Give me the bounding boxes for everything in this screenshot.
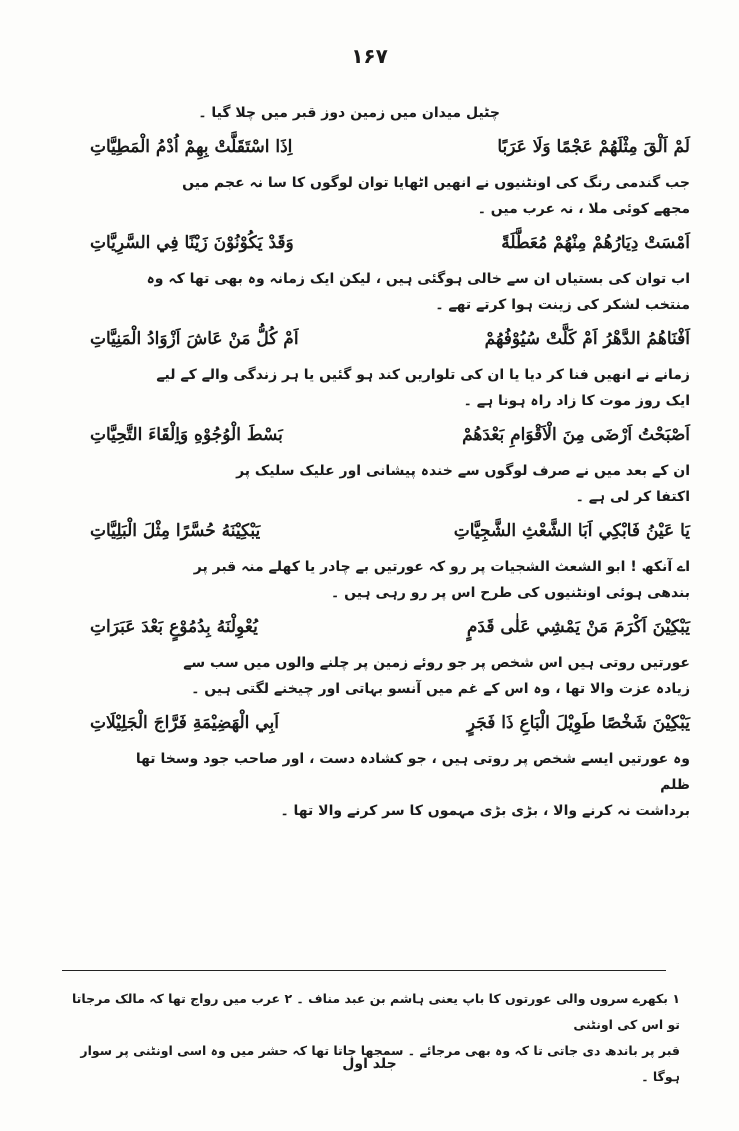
- verse-first-hemistich: لَمْ اَلْقَ مِثْلَهُمْ عَجْمًا وَلَا عَرَبًا: [497, 137, 690, 157]
- prose-paragraph: [90, 458, 690, 510]
- prose-line: ان کے بعد میں نے صرف لوگوں سے خندہ پیشانی اور علیک سلیک پر: [236, 463, 690, 479]
- verse-couplet: [90, 324, 690, 354]
- verse-first-hemistich: يَبْكِيْنَ شَخْصًا طَوِيْلَ الْبَاعِ ذَا فَجَرٍ: [466, 713, 690, 733]
- prose-line: ایک روز موت کا زاد راہ ہونا ہے ۔: [463, 393, 690, 409]
- footnotes: [60, 986, 680, 1090]
- verse-couplet: [90, 228, 690, 258]
- prose-paragraph: [90, 554, 690, 606]
- prose-paragraph: [90, 650, 690, 702]
- verse-couplet: [90, 132, 690, 162]
- volume-label: جلد اول: [342, 1056, 397, 1072]
- prose-paragraph: [90, 362, 690, 414]
- verse-second-hemistich: اِذَا اسْتَقَلَّتْ بِهِمْ اُدْمُ الْمَطِيَّاتِ: [90, 137, 293, 157]
- prose-line: عورتیں روتی ہیں اس شخص پر جو روئے زمین پر چلنے والوں میں سب سے: [183, 655, 690, 671]
- prose-line: جب گندمی رنگ کی اونٹنیوں نے انھیں اٹھایا توان لوگوں کا سا نہ عجم میں: [182, 175, 690, 191]
- prose-paragraph: [90, 100, 690, 126]
- prose-line: اب توان کی بستیاں ان سے خالی ہوگئی ہیں ، لیکن ایک زمانہ وہ بھی تھا کہ وہ: [146, 271, 690, 287]
- prose-paragraph: [90, 170, 690, 222]
- verse-first-hemistich: يَبْكِيْنَ اَكْرَمَ مَنْ يَمْشِي عَلٰى قَدَمٍ: [466, 617, 690, 637]
- verse-first-hemistich: يَا عَيْنُ فَابْكِي اَبَا الشَّعْثِ الشَّجِيَّاتِ: [453, 521, 690, 541]
- verse-second-hemistich: اَبِي الْهَضِيْمَةِ فَرَّاجَ الْجَلِيْلَاتِ: [90, 713, 279, 733]
- verse-first-hemistich: اَصْبَحْتُ اَرْضَى مِنَ الْاَقْوَامِ بَعْدَهُمْ: [462, 425, 690, 445]
- prose-line: زیادہ عزت والا تھا ، وہ اس کے غم میں آنسو بہاتی اور چیخنے لگتی ہیں ۔: [191, 681, 690, 697]
- verse-couplet: [90, 516, 690, 546]
- prose-line: اکتفا کر لی ہے ۔: [575, 489, 690, 505]
- verse-couplet: [90, 612, 690, 642]
- prose-line: مجھے کوئی ملا ، نہ عرب میں ۔: [477, 201, 690, 217]
- prose-line: بندھی ہوئی اونٹنیوں کی طرح اس پر رو رہی ہیں ۔: [331, 585, 690, 601]
- verse-second-hemistich: يُعْوِلْنَهُ بِدُمُوْعٍ بَعْدَ عَبَرَاتِ: [90, 617, 258, 637]
- footnote-line: قبر پر باندھ دی جاتی تا کہ وہ بھی مرجائے ۔ سمجھا جاتا تھا کہ حشر میں وہ اسی اونٹنی پر سوار ہوگا ۔: [80, 1043, 680, 1084]
- prose-line: زمانے نے انھیں فنا کر دیا یا ان کی تلواریں کند ہو گئیں یا ہر زندگی والے کے لیے: [156, 367, 690, 383]
- verse-first-hemistich: اَمْسَتْ دِيَارُهُمْ مِنْهُمْ مُعَطَّلَةً: [501, 233, 690, 253]
- prose-paragraph: [90, 746, 690, 824]
- prose-line: برداشت نہ کرنے والا ، بڑی بڑی مہموں کا سر کرنے والا تھا ۔: [280, 803, 690, 819]
- prose-paragraph: [90, 266, 690, 318]
- page-content: [90, 100, 690, 824]
- prose-line: اے آنکھ ! ابو الشعث الشجیات پر رو کہ عورتیں بے چادر یا کھلے منہ قبر پر: [193, 559, 690, 575]
- verse-couplet: [90, 708, 690, 738]
- footnote-divider: [62, 970, 666, 971]
- prose-line: چٹیل میدان میں زمین دوز قبر میں چلا گیا ۔: [198, 105, 500, 121]
- verse-second-hemistich: اَمْ كُلُّ مَنْ عَاشَ اَزْوَادُ الْمَنِيَّاتِ: [90, 329, 299, 349]
- page-number: ۱۶۷: [351, 44, 388, 68]
- prose-line: منتخب لشکر کی زینت ہوا کرتے تھے ۔: [435, 297, 690, 313]
- prose-line: وہ عورتیں ایسے شخص پر روتی ہیں ، جو کشادہ دست ، اور صاحب جود وسخا تھا ظلم: [135, 751, 690, 793]
- verse-second-hemistich: وَقَدْ يَكُوْنُوْنَ زَيْنًا فِي السَّرِيَّاتِ: [90, 233, 294, 253]
- verse-second-hemistich: يَبْكِيْنَهُ حُسَّرًا مِثْلَ الْبَلِيَّاتِ: [90, 521, 261, 541]
- verse-second-hemistich: بَسْطَ الْوُجُوْهِ وَاِلْقَاءَ التَّحِيَّاتِ: [90, 425, 283, 445]
- verse-first-hemistich: اَفْنَاهُمُ الدَّهْرُ اَمْ كَلَّتْ سُيُوْفُهُمْ: [484, 329, 690, 349]
- footnote-line: ۱ بکھرے سروں والی عورتوں کا باپ یعنی ہاشم بن عبد مناف ۔ ۲ عرب میں رواج تھا کہ مالک مرجاتا تو اس کی اونٹنی: [71, 991, 680, 1032]
- verse-couplet: [90, 420, 690, 450]
